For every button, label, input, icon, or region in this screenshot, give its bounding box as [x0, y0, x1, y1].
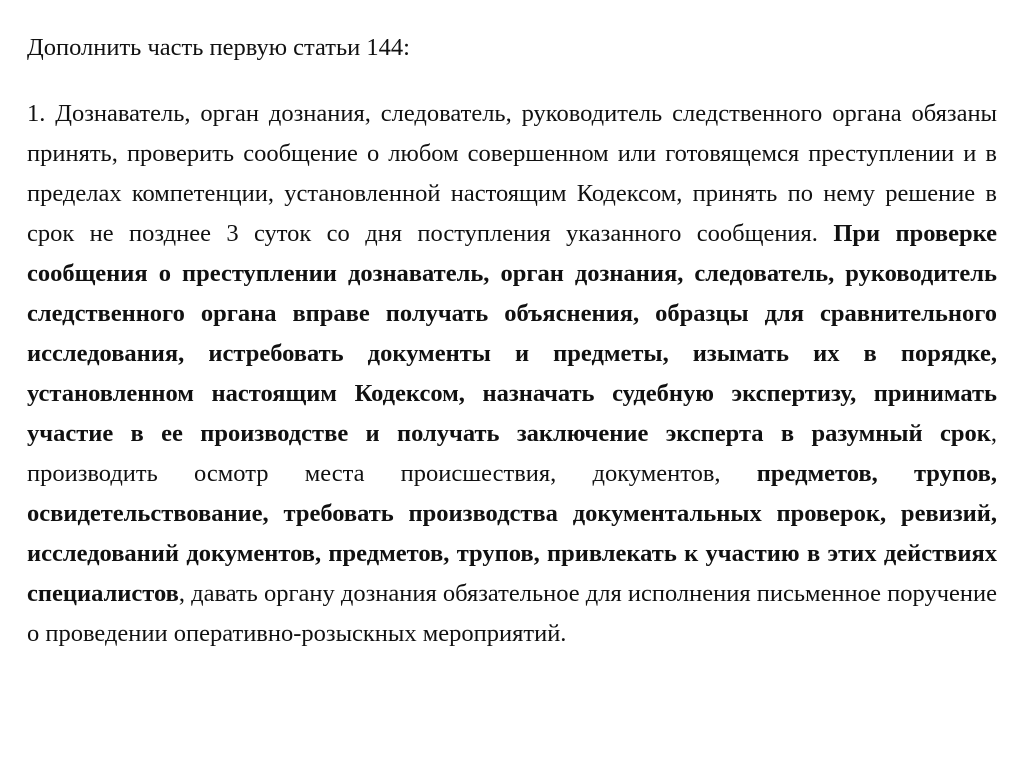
paragraph-text-bold-1: При проверке сообщения о преступлении дознаватель, орган дознания, следователь, руководитель следственного органа вправе получать объяснения, образцы для сравнительного исследования, истребовать документы и предметы, изымать их в порядке, установленном настоящим Кодексом, назначать судебную экспертизу, принимать участие в ее производстве и получать заключение эксперта в разумный срок [27, 220, 998, 447]
article-paragraph [27, 94, 997, 654]
document-page [27, 28, 997, 654]
amendment-heading: Дополнить часть первую статьи 144: [27, 34, 410, 61]
paragraph-text-regular-2: , производить осмотр места происшествия, документов, [27, 420, 997, 487]
paragraph-number: 1. [27, 100, 46, 127]
paragraph-text-regular-1: Дознаватель, орган дознания, следователь, руководитель следственного органа обязаны принять, проверить сообщение о любом совершенном или готовящемся преступлении и в пределах компетенции, установленной настоящим Кодексом, принять по нему решение в срок не позднее 3 суток со дня поступления указанного сообщения. [27, 100, 998, 247]
paragraph-text-regular-3: , давать органу дознания обязательное для исполнения письменное поручение о проведении оперативно-розыскных мероприятий. [27, 580, 997, 647]
paragraph-text-bold-2: предметов, трупов, освидетельствование, требовать производства документальных проверок, ревизий, исследований документов, предметов, трупов, привлекать к участию в этих действиях специалистов [27, 460, 997, 607]
